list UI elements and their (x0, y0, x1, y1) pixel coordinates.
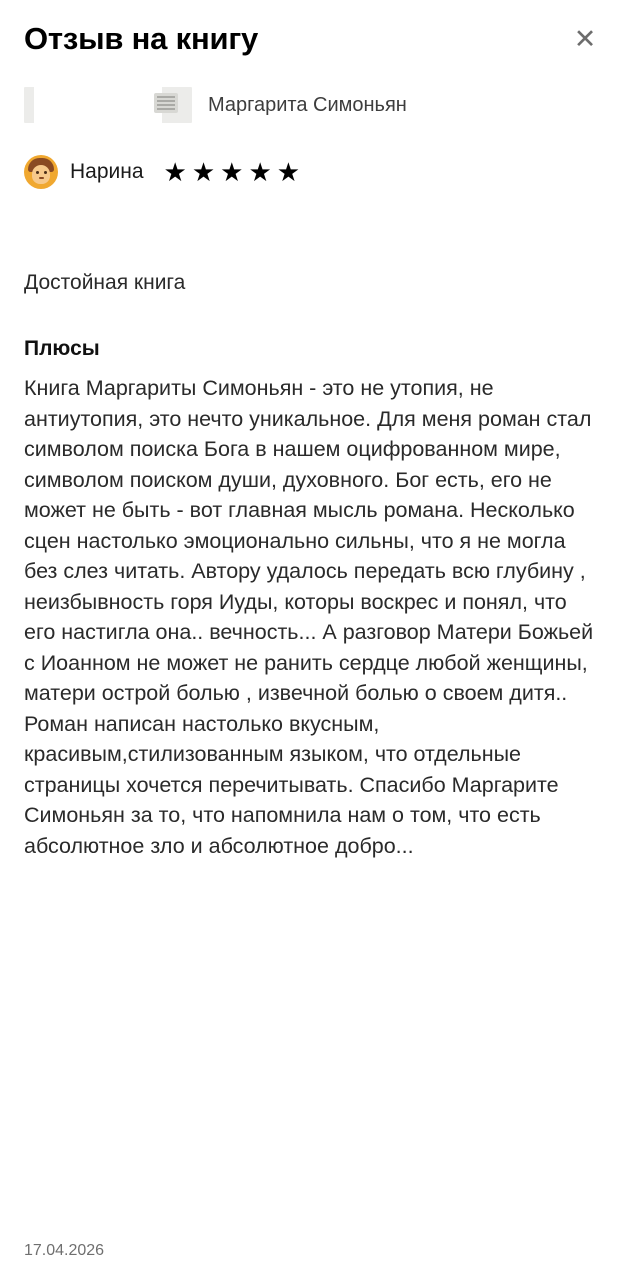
review-body: Книга Маргариты Симоньян - это не утопия, не антиутопия, это нечто уникальное. Для меня роман стал символом поиска Бога в нашем оцифрованном мире, символом поиском души, духовного. Бог есть, его не может не быть - вот главная мысль романа. Несколько сцен настолько эмоционально сильны, что я не могла без слез читать. Автору удалось передать всю глубину , неизбывность горя Иуды, которы воскрес и понял, что его настигла она.. вечность... А разговор Матери Божьей с Иоанном не может не ранить сердце любой женщины, матери острой болью , извечной болью о своем дитя.. Роман написан настолько вкусным, красивым,стилизованным языком, что отдельные страницы хочется перечитывать. Спасибо Маргарите Симоньян за то, что напомнила нам о том, что есть абсолютное зло и абсолютное добро... (24, 376, 600, 858)
avatar-face (32, 165, 50, 184)
reviewer-row (24, 155, 598, 189)
review-date: 17.04.2026 (24, 1242, 105, 1259)
star-icon: ★ (276, 157, 301, 188)
pros-heading: Плюсы (24, 337, 100, 361)
page-title: Отзыв на книгу (24, 21, 259, 56)
star-icon: ★ (191, 157, 216, 188)
review-title: Достойная книга (24, 271, 186, 295)
reviewer-name: Нарина (70, 160, 144, 184)
modal-header (24, 0, 598, 57)
book-cover-front (34, 87, 162, 123)
star-icon: ★ (220, 157, 244, 188)
rating-stars (163, 157, 301, 188)
star-icon: ★ (163, 157, 187, 188)
avatar (24, 155, 58, 189)
book-author: Маргарита Симоньян (208, 93, 407, 116)
book-cover-image (24, 87, 192, 123)
avatar-mouth (39, 177, 44, 179)
star-icon: ★ (248, 157, 272, 188)
close-icon[interactable]: ✕ (568, 22, 602, 56)
book-summary[interactable] (24, 87, 598, 123)
book-cover-badge-icon (154, 93, 178, 113)
